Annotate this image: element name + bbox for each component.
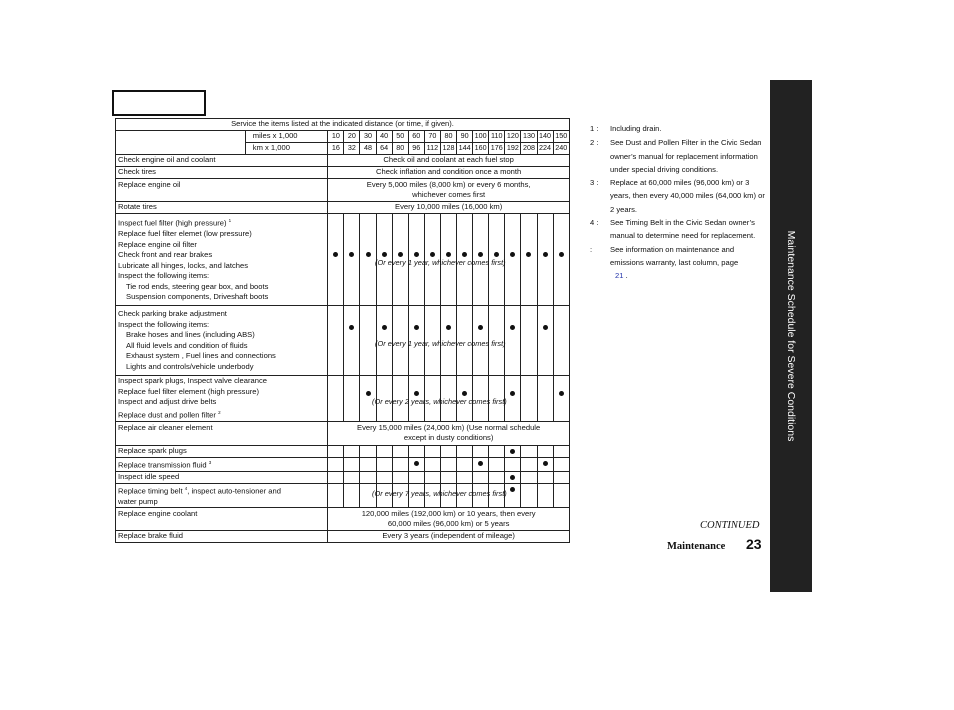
- footnote-text: Including drain.: [610, 124, 662, 133]
- service-dot: [414, 461, 419, 466]
- note-line: 60,000 miles (96,000 km) or 5 years: [387, 519, 510, 529]
- row-item: Replace spark plugs: [116, 445, 328, 457]
- row-item: [116, 214, 328, 306]
- miles-cell: 140: [537, 131, 553, 143]
- item-line: All fluid levels and condition of fluids: [126, 340, 248, 350]
- interval-cell: [553, 471, 569, 483]
- service-dot: [382, 325, 387, 330]
- note-line: whichever comes first: [412, 190, 486, 199]
- interval-cell: [553, 445, 569, 457]
- interval-cell: [408, 471, 424, 483]
- service-dot: [349, 252, 354, 257]
- footnote: [590, 136, 765, 176]
- interval-cell: [457, 471, 473, 483]
- interval-cell: [328, 457, 344, 471]
- interval-cell: [505, 376, 521, 422]
- interval-cell: [505, 214, 521, 306]
- interval-cell: [521, 376, 537, 422]
- interval-note: (Or every 2 years, whichever comes first): [372, 397, 507, 406]
- miles-cell: 60: [408, 131, 424, 143]
- service-dot: [478, 461, 483, 466]
- footnote-key: 1 :: [590, 124, 599, 133]
- blank-cell: [116, 131, 246, 143]
- interval-cell: [360, 457, 376, 471]
- km-cell: 32: [344, 143, 360, 155]
- km-cell: 64: [376, 143, 392, 155]
- item-line: Suspension components, Driveshaft boots: [126, 292, 269, 302]
- table-header: Service the items listed at the indicated distance (or time, if given).: [116, 119, 570, 131]
- km-cell: 192: [505, 143, 521, 155]
- row-note: Every 3 years (independent of mileage): [328, 531, 570, 543]
- item-line: [118, 216, 325, 229]
- footnote: [590, 122, 765, 135]
- item-line: Inspect the following items:: [118, 319, 210, 329]
- km-cell: 208: [521, 143, 537, 155]
- interval-cell: [457, 457, 473, 471]
- interval-cell: [521, 445, 537, 457]
- interval-cell: [424, 471, 440, 483]
- service-dot: [366, 252, 371, 257]
- km-cell: 128: [440, 143, 456, 155]
- interval-cell: [392, 457, 408, 471]
- service-dot: [414, 252, 419, 257]
- interval-cell: [521, 471, 537, 483]
- km-cell: 80: [392, 143, 408, 155]
- miles-cell: 150: [553, 131, 569, 143]
- miles-cell: 90: [457, 131, 473, 143]
- interval-cell: [328, 214, 344, 306]
- km-cell: 160: [473, 143, 489, 155]
- interval-cell: [505, 471, 521, 483]
- miles-cell: 10: [328, 131, 344, 143]
- item-line: Exhaust system , Fuel lines and connections: [126, 351, 276, 360]
- interval-cell: [521, 457, 537, 471]
- item-line: Inspect the following items:: [118, 271, 210, 281]
- interval-cell: [360, 471, 376, 483]
- interval-cell: [328, 483, 344, 508]
- interval-cell: [521, 214, 537, 306]
- row-item: Replace engine coolant: [116, 508, 328, 531]
- row-item: Replace air cleaner element: [116, 421, 328, 445]
- interval-cell: [553, 457, 569, 471]
- item-line: Check front and rear brakes: [118, 250, 213, 260]
- service-dot: [478, 325, 483, 330]
- interval-cell: [360, 306, 376, 376]
- service-dot: [510, 391, 515, 396]
- row-note: Check oil and coolant at each fuel stop: [328, 155, 570, 167]
- interval-cell: [489, 457, 505, 471]
- footnote-key: 3 :: [590, 178, 599, 188]
- item-line: [118, 408, 325, 421]
- interval-cell: [328, 306, 344, 376]
- interval-note: (Or every 1 year, whichever comes first): [375, 258, 506, 267]
- service-dot: [414, 391, 419, 396]
- interval-cell: [537, 306, 553, 376]
- item-text: , inspect auto-tensioner and: [187, 486, 281, 496]
- interval-cell: [505, 457, 521, 471]
- interval-cell: [537, 471, 553, 483]
- row-note: [328, 508, 570, 531]
- row-item: [116, 306, 328, 376]
- interval-cell: [553, 306, 569, 376]
- interval-note: (Or every 1 year, whichever comes first): [375, 339, 506, 348]
- interval-cell: [376, 445, 392, 457]
- interval-cell: [537, 376, 553, 422]
- service-dot: [446, 252, 451, 257]
- km-cell: 224: [537, 143, 553, 155]
- row-item: Inspect idle speed: [116, 471, 328, 483]
- service-dot: [333, 252, 338, 257]
- footnote-ref: 3: [208, 459, 212, 465]
- interval-cell: [521, 483, 537, 508]
- interval-cell: [440, 445, 456, 457]
- service-dot: [510, 487, 515, 492]
- item-line: Inspect spark plugs, Inspect valve clearance: [118, 376, 268, 385]
- item-line: Replace fuel filter elemet (low pressure): [118, 229, 252, 239]
- note-line: Every 15,000 miles (24,000 km) (Use normal schedule: [357, 422, 541, 432]
- miles-cell: 70: [424, 131, 440, 143]
- item-line: Brake hoses and lines (including ABS): [126, 330, 255, 339]
- footnote-text: See Timing Belt in the Civic Sedan owner’s manual to determine need for replacement.: [610, 218, 756, 241]
- service-dot: [462, 252, 467, 257]
- interval-cell: [328, 445, 344, 457]
- row-item: Check engine oil and coolant: [116, 155, 328, 167]
- footnote-ref: 1: [228, 218, 232, 224]
- row-item: [116, 457, 328, 471]
- miles-label: miles x 1,000: [245, 131, 328, 143]
- note-line: except in dusty conditions): [403, 433, 494, 443]
- interval-cell: [473, 471, 489, 483]
- miles-cell: 80: [440, 131, 456, 143]
- footnote-key: 2 :: [590, 138, 599, 148]
- footnote-tail: .: [625, 271, 628, 281]
- interval-cell: [408, 445, 424, 457]
- interval-cell: [553, 376, 569, 422]
- service-dot: [543, 461, 548, 466]
- row-item: [116, 483, 328, 508]
- service-dot: [382, 252, 387, 257]
- service-dot: [559, 252, 564, 257]
- row-note: Every 10,000 miles (16,000 km): [328, 202, 570, 214]
- footnote-key: 4 :: [590, 218, 599, 228]
- maintenance-schedule-table: [115, 118, 570, 543]
- service-dot: [510, 475, 515, 480]
- service-dot: [446, 325, 451, 330]
- row-item: [116, 376, 328, 422]
- item-line: Replace fuel filter element (high pressure): [118, 386, 259, 396]
- interval-cell: [344, 471, 360, 483]
- section-sidebar: [770, 80, 812, 592]
- section-header-box: [112, 90, 206, 116]
- interval-cell: [424, 457, 440, 471]
- service-dot: [510, 325, 515, 330]
- interval-cell: [344, 214, 360, 306]
- item-line: Inspect and adjust drive belts: [118, 397, 217, 406]
- item-text: Inspect fuel filter (high pressure): [118, 218, 227, 228]
- item-line: water pump: [118, 496, 158, 506]
- item-text: Replace timing belt: [118, 486, 183, 496]
- item-line: Check parking brake adjustment: [118, 309, 227, 318]
- service-dot: [543, 325, 548, 330]
- miles-cell: 50: [392, 131, 408, 143]
- item-text: Replace dust and pollen filter: [118, 410, 216, 420]
- service-dot: [478, 252, 483, 257]
- item-text: Replace transmission fluid: [118, 460, 207, 470]
- interval-cell: [473, 445, 489, 457]
- item-line: [118, 484, 325, 497]
- interval-cell: [505, 445, 521, 457]
- continued-label: CONTINUED: [700, 520, 760, 531]
- footnote-text: See Dust and Pollen Filter in the Civic Sedan owner’s manual for replacement information under special driving conditions.: [610, 138, 762, 174]
- miles-cell: 100: [473, 131, 489, 143]
- footnote-ref: 4: [184, 485, 188, 491]
- miles-cell: 20: [344, 131, 360, 143]
- km-label: km x 1,000: [245, 143, 328, 155]
- row-note: [328, 179, 570, 202]
- interval-cell: [489, 471, 505, 483]
- sidebar-title: Maintenance Schedule for Severe Conditions: [785, 230, 797, 442]
- service-dot: [349, 325, 354, 330]
- interval-cell: [505, 306, 521, 376]
- interval-cell: [328, 471, 344, 483]
- service-dot: [494, 252, 499, 257]
- km-cell: 112: [424, 143, 440, 155]
- footnote-text: [610, 243, 765, 283]
- interval-cell: [473, 457, 489, 471]
- interval-cell: [537, 457, 553, 471]
- page-number: 23: [746, 536, 762, 552]
- footnote-ref: 2: [218, 409, 221, 415]
- interval-cell: [392, 445, 408, 457]
- service-dot: [559, 391, 564, 396]
- footnote-key: :: [590, 244, 593, 254]
- row-item: Rotate tires: [116, 202, 328, 214]
- interval-cell: [537, 483, 553, 508]
- miles-cell: 30: [360, 131, 376, 143]
- interval-cell: [440, 457, 456, 471]
- interval-cell: [360, 445, 376, 457]
- interval-cell: [457, 445, 473, 457]
- page-link[interactable]: 21: [615, 271, 624, 281]
- interval-cell: [489, 445, 505, 457]
- service-dot: [462, 391, 467, 396]
- footnote-text: Replace at 60,000 miles (96,000 km) or 3 years, then every 40,000 miles (64,000 km) or 2 years.: [610, 178, 765, 214]
- interval-cell: [344, 376, 360, 422]
- interval-cell: [344, 457, 360, 471]
- interval-cell: [328, 376, 344, 422]
- interval-cell: [344, 483, 360, 508]
- row-note: [328, 421, 570, 445]
- interval-cell: [376, 457, 392, 471]
- interval-cell: [537, 445, 553, 457]
- blank-cell: [116, 143, 246, 155]
- interval-cell: [424, 445, 440, 457]
- row-item: Replace engine oil: [116, 179, 328, 202]
- miles-cell: 120: [505, 131, 521, 143]
- row-item: Check tires: [116, 167, 328, 179]
- interval-cell: [392, 471, 408, 483]
- footnotes: [590, 122, 765, 283]
- footnote: [590, 243, 765, 283]
- interval-cell: [344, 306, 360, 376]
- row-item: Replace brake fluid: [116, 531, 328, 543]
- interval-cell: [505, 483, 521, 508]
- miles-cell: 40: [376, 131, 392, 143]
- service-dot: [366, 391, 371, 396]
- interval-cell: [376, 471, 392, 483]
- interval-note: (Or every 7 years, whichever comes first): [372, 489, 507, 498]
- interval-cell: [360, 214, 376, 306]
- interval-cell: [521, 306, 537, 376]
- miles-cell: 110: [489, 131, 505, 143]
- service-dot: [430, 252, 435, 257]
- service-dot: [543, 252, 548, 257]
- item-line: Replace engine oil filter: [118, 239, 197, 249]
- km-cell: 48: [360, 143, 376, 155]
- service-dot: [510, 449, 515, 454]
- footnote: [590, 216, 765, 243]
- item-line: Tie rod ends, steering gear box, and boots: [126, 281, 269, 291]
- interval-cell: [408, 457, 424, 471]
- interval-cell: [553, 214, 569, 306]
- km-cell: 176: [489, 143, 505, 155]
- km-cell: 96: [408, 143, 424, 155]
- km-cell: 144: [457, 143, 473, 155]
- km-cell: 16: [328, 143, 344, 155]
- row-note: Check inflation and condition once a month: [328, 167, 570, 179]
- item-line: Lights and controls/vehicle underbody: [126, 361, 254, 371]
- note-line: 120,000 miles (192,000 km) or 10 years, then every: [361, 508, 536, 518]
- service-dot: [414, 325, 419, 330]
- service-dot: [526, 252, 531, 257]
- item-line: Lubricate all hinges, locks, and latches: [118, 260, 249, 270]
- note-line: Every 5,000 miles (8,000 km) or every 6 months,: [366, 179, 531, 189]
- service-dot: [398, 252, 403, 257]
- miles-cell: 130: [521, 131, 537, 143]
- service-dot: [510, 252, 515, 257]
- interval-cell: [537, 214, 553, 306]
- section-label: Maintenance: [667, 541, 726, 552]
- footnote-text-body: See information on maintenance and emissions warranty, last column, page: [610, 244, 739, 267]
- km-cell: 240: [553, 143, 569, 155]
- footnote: [590, 176, 765, 216]
- interval-cell: [344, 445, 360, 457]
- interval-cell: [553, 483, 569, 508]
- interval-cell: [440, 471, 456, 483]
